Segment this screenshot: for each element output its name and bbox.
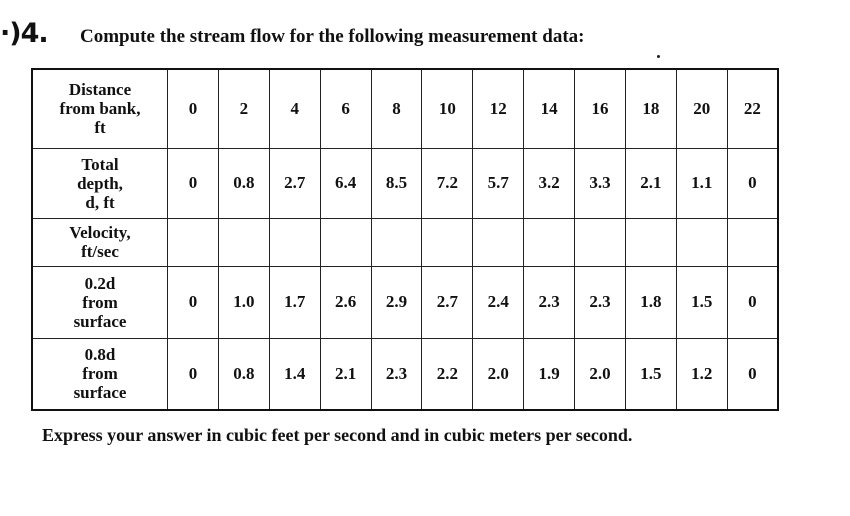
table-cell [676, 218, 727, 266]
table-cell: 5.7 [473, 148, 524, 218]
table-cell: 1.5 [676, 266, 727, 338]
table-cell: 10 [422, 69, 473, 148]
table-cell: 1.7 [269, 266, 320, 338]
table-cell: 2.6 [320, 266, 371, 338]
table-cell: 2.4 [473, 266, 524, 338]
problem-prompt: Compute the stream flow for the following measurement data: [80, 26, 585, 47]
row-label: 0.2d from surface [32, 266, 168, 338]
table-cell: 1.0 [218, 266, 269, 338]
table-cell [320, 218, 371, 266]
table-cell: 8.5 [371, 148, 422, 218]
table-cell: 0 [727, 338, 778, 410]
table-cell [422, 218, 473, 266]
table-cell: 4 [269, 69, 320, 148]
row-label: Velocity, ft/sec [32, 218, 168, 266]
table-cell: 2.7 [269, 148, 320, 218]
table-cell: 20 [676, 69, 727, 148]
table-cell: 2.2 [422, 338, 473, 410]
table-cell: 0.8 [218, 338, 269, 410]
table-cell [727, 218, 778, 266]
velocity-header-row [32, 218, 778, 266]
table-cell: 2.3 [371, 338, 422, 410]
table-cell: 0.8 [218, 148, 269, 218]
stray-dot-mark [657, 55, 660, 58]
table-cell: 8 [371, 69, 422, 148]
table-cell [524, 218, 575, 266]
answer-instruction: Express your answer in cubic feet per second and in cubic meters per second. [42, 425, 633, 445]
total-depth-row [32, 148, 778, 218]
table-cell: 1.9 [524, 338, 575, 410]
table-cell: 2.0 [575, 338, 626, 410]
table-cell: 3.3 [575, 148, 626, 218]
table-cell: 2.3 [575, 266, 626, 338]
table-cell: 0 [168, 266, 219, 338]
velocity-0-8d-row [32, 338, 778, 410]
table-cell: 12 [473, 69, 524, 148]
table-cell: 3.2 [524, 148, 575, 218]
table-cell: 0 [168, 148, 219, 218]
table-cell: 0 [727, 148, 778, 218]
table-cell: 1.4 [269, 338, 320, 410]
measurement-table-body [32, 69, 778, 410]
table-cell: 1.1 [676, 148, 727, 218]
table-cell: 0 [727, 266, 778, 338]
table-cell: 2.0 [473, 338, 524, 410]
table-cell: 2.7 [422, 266, 473, 338]
table-cell [473, 218, 524, 266]
table-cell: 2.3 [524, 266, 575, 338]
table-cell: 2.9 [371, 266, 422, 338]
measurement-table [31, 68, 779, 411]
table-cell: 2.1 [320, 338, 371, 410]
table-cell: 16 [575, 69, 626, 148]
row-label: Distance from bank, ft [32, 69, 168, 148]
table-cell [168, 218, 219, 266]
table-cell: 2 [218, 69, 269, 148]
velocity-0-2d-row [32, 266, 778, 338]
table-cell: 7.2 [422, 148, 473, 218]
distance-row [32, 69, 778, 148]
table-cell [269, 218, 320, 266]
problem-number: ·)4. [0, 18, 48, 49]
table-cell: 6.4 [320, 148, 371, 218]
table-cell: 6 [320, 69, 371, 148]
row-label: Total depth, d, ft [32, 148, 168, 218]
table-cell: 0 [168, 69, 219, 148]
table-cell [371, 218, 422, 266]
table-cell: 2.1 [625, 148, 676, 218]
table-cell [575, 218, 626, 266]
table-cell [218, 218, 269, 266]
table-cell: 18 [625, 69, 676, 148]
table-cell: 1.8 [625, 266, 676, 338]
table-cell: 14 [524, 69, 575, 148]
row-label: 0.8d from surface [32, 338, 168, 410]
table-cell: 1.5 [625, 338, 676, 410]
table-cell: 0 [168, 338, 219, 410]
table-cell: 22 [727, 69, 778, 148]
table-cell: 1.2 [676, 338, 727, 410]
table-cell [625, 218, 676, 266]
